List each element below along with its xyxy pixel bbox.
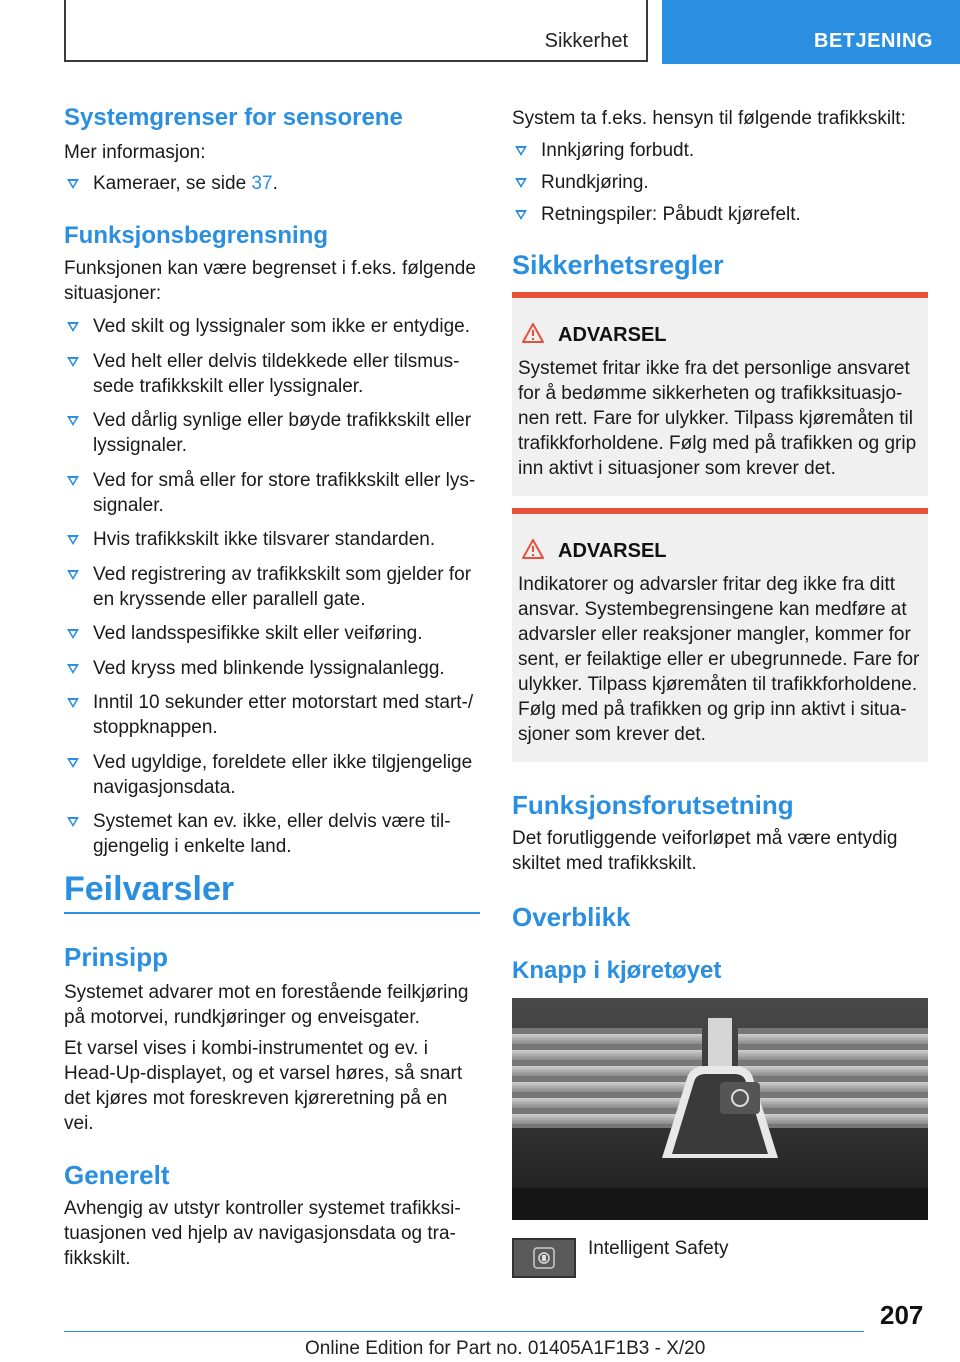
mer-info-text: Mer informasjon: [64,142,206,163]
bullet-triangle-icon [67,570,79,580]
kamera-text: Kameraer, se side [93,173,252,194]
vehicle-button-photo [512,998,928,1220]
bullet-triangle-icon [67,698,79,708]
text-line: sent, er feilaktige eller er ubegrunnede. Fare for [518,649,920,670]
heading-funksjonsbegrensning: Funksjonsbegrensning [64,222,329,249]
bullet-triangle-icon [515,178,527,188]
bullet-triangle-icon [67,629,79,639]
prinsipp-paragraph-1 [64,980,484,1030]
text-line: på motorvei, rundkjøringer og enveisgater. [64,1007,420,1028]
list-item-text: sede trafikkskilt eller lyssignaler. [93,375,364,397]
fb-intro-line: Funksjonen kan være begrenset i f.eks. følgende [64,258,476,279]
list-item [64,349,484,399]
list-item [64,656,484,681]
list-item-text: Ved for små eller for store trafikkskilt eller lys- [93,469,476,491]
list-item [512,138,932,163]
text-line: vei. [64,1113,94,1134]
intelligent-safety-button-icon [512,1238,576,1278]
text-line: ulykker. Tilpass kjøremåten til trafikkforholdene. [518,674,918,695]
header-chapter-tab[interactable] [662,0,960,64]
heading-feilvarsler: Feilvarsler [64,870,235,908]
list-item-text: gjengelig i enkelte land. [93,836,292,857]
text-line: Systemet advarer mot en forestående feilkjøring [64,982,469,1003]
text-line: Systemet fritar ikke fra det personlige ansvaret [518,358,910,379]
bullet-triangle-icon [515,146,527,156]
list-item-text: Inntil 10 sekunder etter motorstart med start-/ [93,692,474,713]
warning-text-1 [518,356,922,481]
list-item-text: Rundkjøring. [541,172,649,193]
warning-box-1 [512,292,928,496]
heading-overblikk: Overblikk [512,902,631,932]
kamera-suffix: . [272,173,278,194]
list-item [64,468,484,518]
list-item-kamera [64,171,480,196]
list-item-text: Ved landsspesifikke skilt eller veiføring. [93,623,423,644]
list-item-text: Ved helt eller delvis tildekkede eller tilsmus- [93,350,460,372]
text-line: skiltet med trafikkskilt. [512,853,697,874]
list-item [64,562,484,612]
footer-edition: Online Edition for Part no. 01405A1F1B3 - X/20 [305,1338,706,1359]
text-line: Indikatorer og advarsler fritar deg ikke fra ditt [518,574,896,595]
list-item [512,202,932,227]
warning-label: ADVARSEL [558,540,667,562]
bullet-triangle-icon [67,664,79,674]
heading-prinsipp: Prinsipp [64,942,169,972]
dashboard-illustration [512,998,928,1220]
heading-rule [64,912,480,914]
text-line: det kjøres mot foreskreven kjøreretning på en [64,1088,448,1109]
bullet-triangle-icon [67,416,79,426]
list-item-text: lyssignaler. [93,435,187,456]
signs-intro: System ta f.eks. hensyn til følgende trafikkskilt: [512,108,906,129]
list-item-text: Ved dårlig synlige eller bøyde trafikkskilt eller [93,410,472,431]
header-section-title: Sikkerhet [544,30,628,52]
list-item-text: Retningspiler: Påbudt kjørefelt. [541,204,801,225]
text-line: Head-Up-displayet, og et varsel høres, så snart [64,1063,463,1084]
text-line: ansvar. Systembegrensingene kan medføre at [518,599,907,620]
heading-knapp: Knapp i kjøretøyet [512,957,722,984]
header-box [64,0,648,62]
bullet-triangle-icon [67,535,79,545]
page-link-37[interactable]: 37 [251,173,273,194]
list-item-text: en kryssende eller parallell gate. [93,588,366,610]
list-item [64,750,484,800]
list-item-text: signaler. [93,494,164,516]
warning-label: ADVARSEL [558,324,667,346]
text-line: trafikkforholdene. Følg med på trafikken og grip [518,433,917,454]
bullet-triangle-icon [67,817,79,827]
list-item [64,527,484,552]
fb-intro [64,256,484,306]
prinsipp-paragraph-2 [64,1036,484,1136]
header-chapter-label: BETJENING [814,30,933,52]
text-line: advarsler eller reaksjoner mangler, kommer for [518,624,911,645]
list-item [64,314,484,339]
list-item-text: Ved ugyldige, foreldete eller ikke tilgjengelige [93,751,473,773]
bullet-triangle-icon [515,210,527,220]
bullet-triangle-icon [67,322,79,332]
heading-systemgrenser: Systemgrenser for sensorene [64,104,403,131]
bullet-triangle-icon [67,476,79,486]
list-item-text: Ved kryss med blinkende lyssignalanlegg. [93,657,445,679]
page-number: 207 [880,1300,924,1330]
heading-funksjonsforutsetning: Funksjonsforutsetning [512,790,794,820]
text-line: Følg med på trafikken og grip inn aktivt i situa- [518,699,907,720]
text-line: inn aktivt i situasjoner som krever det. [518,458,836,479]
text-line: tuasjonen ved hjelp av navigasjonsdata og tra- [64,1223,456,1244]
warning-triangle-icon [522,539,544,559]
list-item [64,690,484,740]
warning-text-2 [518,572,922,747]
list-item [64,809,484,859]
list-item-text: Ved skilt og lyssignaler som ikke er entydige. [93,316,471,337]
bullet-triangle-icon [67,758,79,768]
list-item [64,621,484,646]
list-item [512,170,932,195]
generelt-paragraph [64,1196,484,1271]
warning-triangle-icon [522,323,544,343]
fb-intro-line: situasjoner: [64,283,162,304]
text-line: for å bedømme sikkerheten og trafikksituasjo- [518,383,903,404]
list-item-text: Ved registrering av trafikkskilt som gjelder for [93,563,472,585]
text-line: Det forutliggende veiforløpet må være entydig [512,828,898,849]
bullet-triangle-icon [67,357,79,367]
text-line: nen rett. Fare for ulykker. Tilpass kjøremåten til [518,408,913,429]
text-line: Avhengig av utstyr kontroller systemet trafikksi- [64,1198,461,1219]
safety-button-glyph [514,1240,574,1276]
text-line: fikkskilt. [64,1248,131,1269]
list-item-text: Hvis trafikkskilt ikke tilsvarer standarden. [93,529,436,550]
bullet-triangle-icon [67,179,79,189]
warning-box-2 [512,508,928,762]
list-item-text: Innkjøring forbudt. [541,140,695,161]
list-item-text: navigasjonsdata. [93,776,236,798]
list-item [64,408,484,458]
list-item-text: Systemet kan ev. ikke, eller delvis være til- [93,811,451,832]
text-line: sjoner som krever det. [518,724,706,745]
footer-rule [64,1331,864,1332]
text-line: Et varsel vises i kombi-instrumentet og ev. i [64,1038,428,1059]
heading-sikkerhetsregler: Sikkerhetsregler [512,250,724,280]
button-caption: Intelligent Safety [588,1238,729,1259]
list-item-text: stoppknappen. [93,717,218,738]
funksjonsforutsetning-paragraph [512,826,932,876]
heading-generelt: Generelt [64,1160,170,1190]
